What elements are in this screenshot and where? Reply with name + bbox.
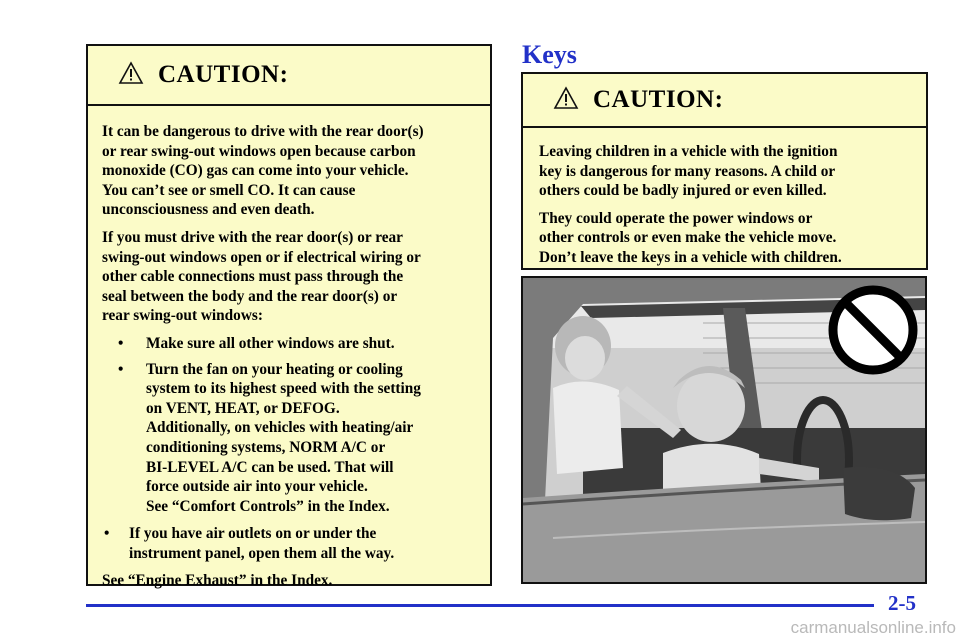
- caution-paragraph: [102, 228, 476, 326]
- text-line: other cable connections must pass through the: [102, 268, 404, 286]
- text-line: rear swing-out windows:: [102, 307, 263, 325]
- text-line: Don’t leave the keys in a vehicle with children.: [539, 248, 842, 266]
- text-line: key is dangerous for many reasons. A child or: [539, 162, 836, 180]
- text-line: Make sure all other windows are shut.: [146, 334, 395, 352]
- children-in-vehicle-illustration: [521, 276, 927, 584]
- text-line: instrument panel, open them all the way.: [129, 544, 395, 562]
- watermark: carmanualsonline.info: [790, 618, 956, 637]
- illustration-svg: [523, 278, 925, 582]
- text-line: It can be dangerous to drive with the rear door(s): [102, 123, 424, 140]
- text-line: Additionally, on vehicles with heating/air: [146, 419, 414, 437]
- caution-paragraph: [539, 209, 912, 268]
- caution-closing: See “Engine Exhaust” in the Index.: [102, 572, 333, 590]
- caution-title: CAUTION:: [593, 86, 724, 113]
- bullet-icon: •: [118, 334, 124, 352]
- warning-triangle-icon: [553, 86, 579, 115]
- text-line: Turn the fan on your heating or cooling: [146, 360, 403, 378]
- text-line: system to its highest speed with the setting: [146, 380, 421, 398]
- text-line: Leaving children in a vehicle with the ignition: [539, 143, 838, 160]
- text-line: on VENT, HEAT, or DEFOG.: [146, 399, 340, 417]
- text-line: If you have air outlets on or under the: [129, 525, 377, 543]
- text-line: You can’t see or smell CO. It can cause: [102, 181, 356, 199]
- text-line: They could operate the power windows or: [539, 209, 813, 227]
- text-line: or rear swing-out windows open because carbon: [102, 142, 416, 160]
- list-item: [102, 524, 476, 563]
- text-line: See “Comfort Controls” in the Index.: [146, 497, 390, 515]
- caution-body: [523, 128, 926, 268]
- text-line: unconsciousness and even death.: [102, 201, 315, 219]
- bullet-icon: •: [118, 360, 124, 378]
- text-line: If you must drive with the rear door(s) or rear: [102, 228, 403, 246]
- caution-box-keys: [521, 72, 928, 270]
- inset-bullet-list: [116, 334, 476, 516]
- text-line: swing-out windows open or if electrical wiring or: [102, 248, 421, 266]
- caution-paragraph: [102, 122, 476, 220]
- list-item: [116, 334, 476, 354]
- text-line: seal between the body and the rear door(s) or: [102, 287, 398, 305]
- footer-rule: [86, 604, 874, 607]
- caution-body: [88, 106, 490, 591]
- section-heading-keys: Keys: [522, 40, 577, 69]
- text-line: conditioning systems, NORM A/C or: [146, 438, 386, 456]
- list-item: [116, 360, 476, 517]
- caution-box-exhaust: [86, 44, 492, 590]
- warning-triangle-icon: [118, 61, 144, 90]
- caution-paragraph: [539, 142, 912, 201]
- caution-header: [88, 46, 490, 106]
- text-line: others could be badly injured or even killed.: [539, 182, 827, 200]
- text-line: other controls or even make the vehicle move.: [539, 229, 837, 247]
- page-number: 2-5: [888, 591, 916, 615]
- caution-header: [523, 74, 926, 128]
- prohibition-icon: [833, 290, 913, 370]
- text-line: monoxide (CO) gas can come into your vehicle.: [102, 162, 409, 180]
- text-line: force outside air into your vehicle.: [146, 478, 368, 496]
- bullet-icon: •: [104, 525, 110, 543]
- caution-title: CAUTION:: [158, 61, 289, 88]
- outer-bullet-list: [102, 524, 476, 563]
- text-line: BI-LEVEL A/C can be used. That will: [146, 458, 394, 476]
